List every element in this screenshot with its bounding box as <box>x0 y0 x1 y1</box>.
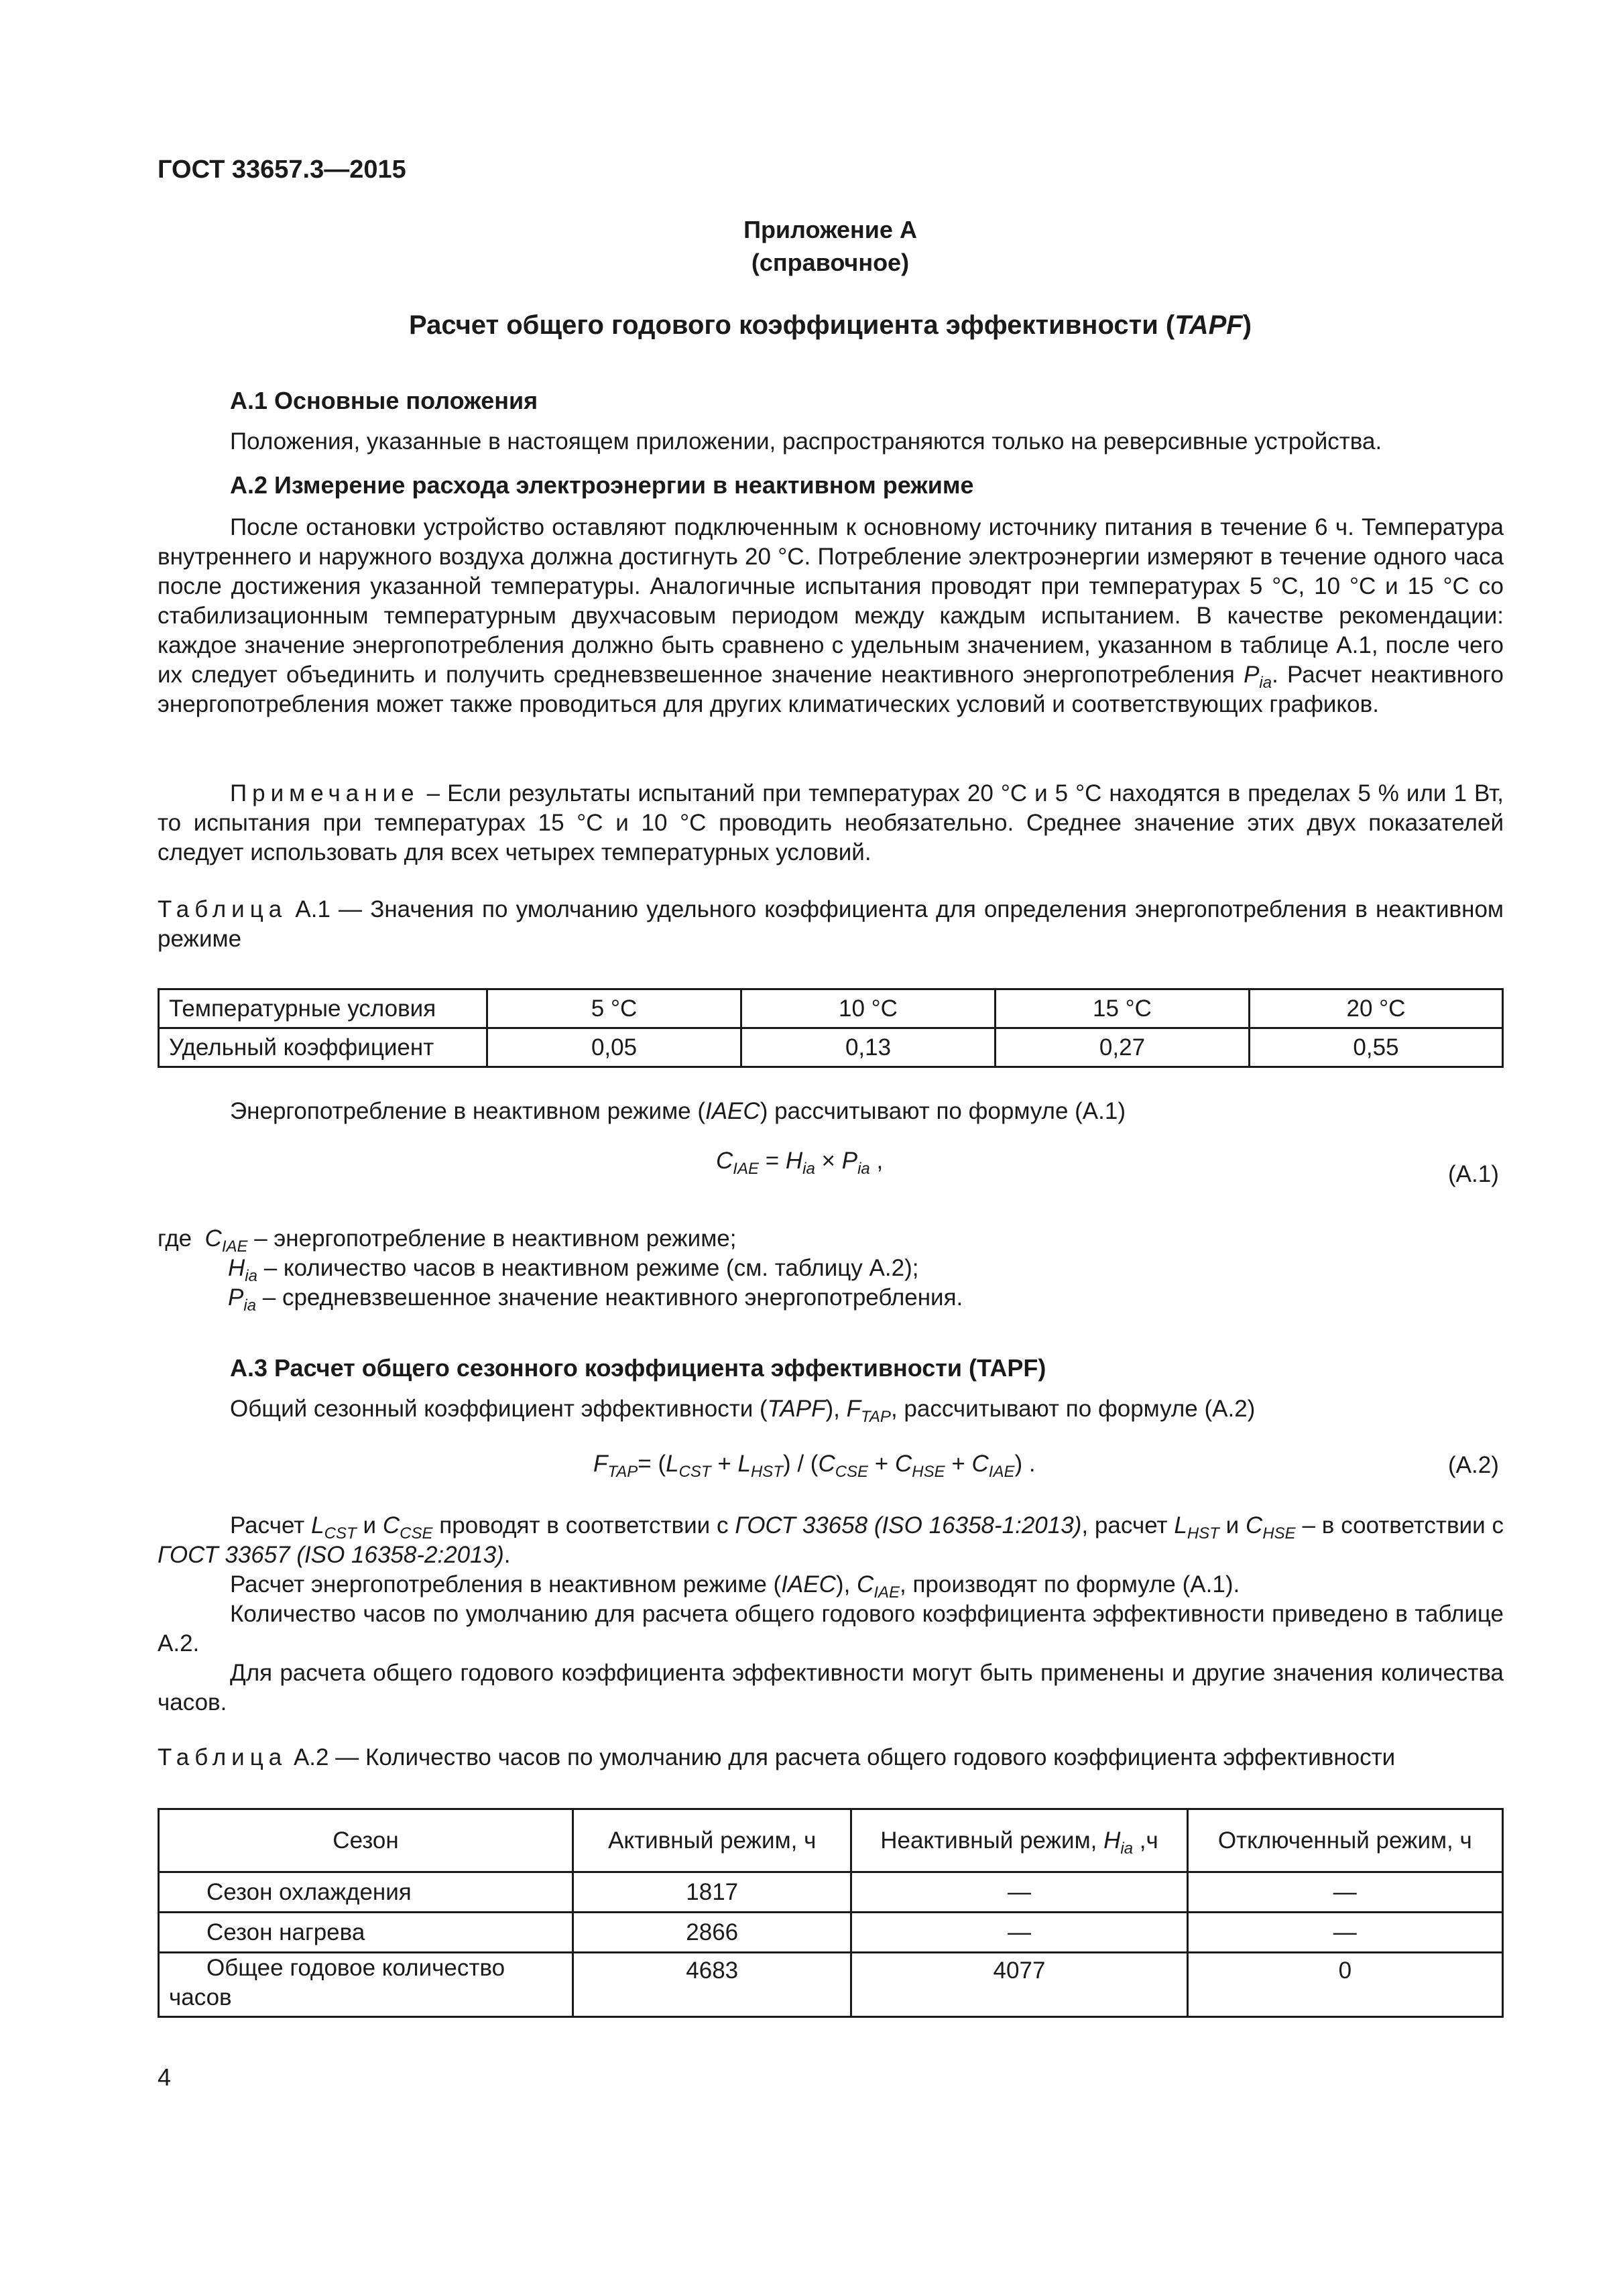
section-a3-para-2: Расчет энергопотребления в неактивном режиме (IAEC), $C_{IAE}$, производят по формуле (А.1). <box>230 1571 1240 1602</box>
table-row <box>159 989 1503 1028</box>
table-row <box>159 1913 1503 1953</box>
table-cell: 0,13 <box>741 1028 996 1067</box>
table-cell: 20 °С <box>1249 989 1502 1028</box>
section-a2-note: Примечание – Если результаты испытаний при температурах 20 °С и 5 °С находятся в пределах 5 % или 1 Вт, то испытания при температурах 15 °С и 10 °С проводить необязательно. Среднее значение этих двух показателей следует использовать для всех четырех температурных условий. <box>158 780 1504 865</box>
formula2-intro: Общий сезонный коэффициент эффективности (TAPF), $F_{TAP}$, рассчитывают по формуле (А.2) <box>230 1396 1256 1426</box>
table-cell: Сезон нагрева <box>159 1913 573 1953</box>
table-cell: Сезон охлаждения <box>159 1872 573 1913</box>
standard-number: ГОСТ 33657.3—2015 <box>158 156 406 184</box>
table-cell: Температурные условия <box>159 989 487 1028</box>
table2 <box>158 1808 1504 2018</box>
list-item: $H_{ia}$ – количество часов в неактивном режиме (см. таблицу А.2); <box>228 1255 919 1285</box>
list-item: $P_{ia}$ – средневзвешенное значение неактивного энергопотребления. <box>228 1284 963 1315</box>
formula-a1: $C_{IAE} = H_{ia} \times P_{ia}$ , <box>716 1148 884 1178</box>
table-cell: Удельный коэффициент <box>159 1028 487 1067</box>
table-cell: 4077 <box>851 1953 1187 2017</box>
table-row <box>159 1953 1503 2017</box>
table-header-row <box>159 1809 1503 1872</box>
table-cell: 0,27 <box>996 1028 1250 1067</box>
table-cell: — <box>1187 1872 1502 1913</box>
section-a2-heading: А.2 Измерение расхода электроэнергии в неактивном режиме <box>230 471 974 499</box>
table-cell: — <box>1187 1913 1502 1953</box>
section-a1-heading: А.1 Основные положения <box>230 387 538 414</box>
table1 <box>158 988 1504 1068</box>
table-row <box>159 1872 1503 1913</box>
formula1-intro: Энергопотребление в неактивном режиме (IAEC) рассчитывают по формуле (А.1) <box>230 1098 1126 1124</box>
table-cell: 10 °С <box>741 989 996 1028</box>
table-cell: 4683 <box>573 1953 851 2017</box>
section-a3-para-3: Количество часов по умолчанию для расчета общего годового коэффициента эффективности приведено в таблице А.2. <box>158 1601 1504 1656</box>
table-cell: Общее годовое количество часов <box>159 1953 573 2017</box>
table-cell: — <box>851 1913 1187 1953</box>
section-a3-heading: А.3 Расчет общего сезонного коэффициента эффективности (TAPF) <box>230 1354 1046 1382</box>
main-title: Расчет общего годового коэффициента эффективности (TAPF) <box>408 310 1252 340</box>
table2-caption: Таблица А.2 — Количество часов по умолчанию для расчета общего годового коэффициента эффективности <box>158 1744 1396 1770</box>
appendix-status: (справочное) <box>751 249 910 276</box>
table-cell: 5 °С <box>487 989 741 1028</box>
table-cell: 0,55 <box>1249 1028 1502 1067</box>
table1-caption: Таблица А.1 — Значения по умолчанию удельного коэффициента для определения энергопотребления в неактивном режиме <box>158 896 1504 952</box>
list-item: где $C_{IAE}$ – энергопотребление в неактивном режиме; <box>158 1225 737 1256</box>
page-number: 4 <box>158 2063 172 2091</box>
table-header-cell: Отключенный режим, ч <box>1187 1809 1502 1872</box>
table-cell: — <box>851 1872 1187 1913</box>
section-a3-para-4: Для расчета общего годового коэффициента эффективности могут быть применены и другие значения количества часов. <box>158 1660 1504 1715</box>
section-a3-para-1: Расчет $L_{CST}$ и $C_{CSE}$ проводят в соответствии с ГОСТ 33658 (ISO 16358-1:2013), расчет $L_{HST}$ и $C_{HSE}$ – в соответствии с ГОСТ 33657 (ISO 16358-2:2013). <box>158 1512 1504 1568</box>
table-cell: 2866 <box>573 1913 851 1953</box>
table-header-cell: Неактивный режим, $H_{ia}$ ,ч <box>851 1809 1187 1872</box>
table-row <box>159 1028 1503 1067</box>
table-header-cell: Активный режим, ч <box>573 1809 851 1872</box>
table-cell: 0 <box>1187 1953 1502 2017</box>
table-cell: 0,05 <box>487 1028 741 1067</box>
section-a1-text: Положения, указанные в настоящем приложении, распространяются только на реверсивные устройства. <box>230 428 1382 455</box>
formula-a2-number: (А.2) <box>1448 1452 1499 1478</box>
appendix-title: Приложение А <box>743 216 917 243</box>
table-cell: 1817 <box>573 1872 851 1913</box>
table-header-cell: Сезон <box>159 1809 573 1872</box>
formula-a2: $F_{TAP}= (L_{CST} + L_{HST}) / (C_{CSE} + C_{HSE} + C_{IAE})$ . <box>593 1451 1036 1481</box>
section-a2-text: После остановки устройство оставляют подключенным к основному источнику питания в течение 6 ч. Температура внутреннего и наружного воздуха должна достигнуть 20 °С. Потребление электроэнергии измеряют в течение одного часа после достижения указанной температуры. Аналогичные испытания проводят при температурах 5 °С, 10 °С и 15 °С со стабилизационным температурным двухчасовым периодом между каждым испытанием. В качестве рекомендации: каждое значение энергопотребления должно быть сравнено с удельным значением, указанном в таблице А.1, после чего их следует объединить и получить средневзвешенное значение неактивного энергопотребления $P_{ia}$. Расчет неактивного энергопотребления может также проводиться для других климатических условий и соответствующих графиков. <box>158 514 1504 717</box>
table-cell: 15 °С <box>996 989 1250 1028</box>
formula-a1-number: (А.1) <box>1448 1161 1499 1187</box>
where-list <box>158 1224 963 1313</box>
